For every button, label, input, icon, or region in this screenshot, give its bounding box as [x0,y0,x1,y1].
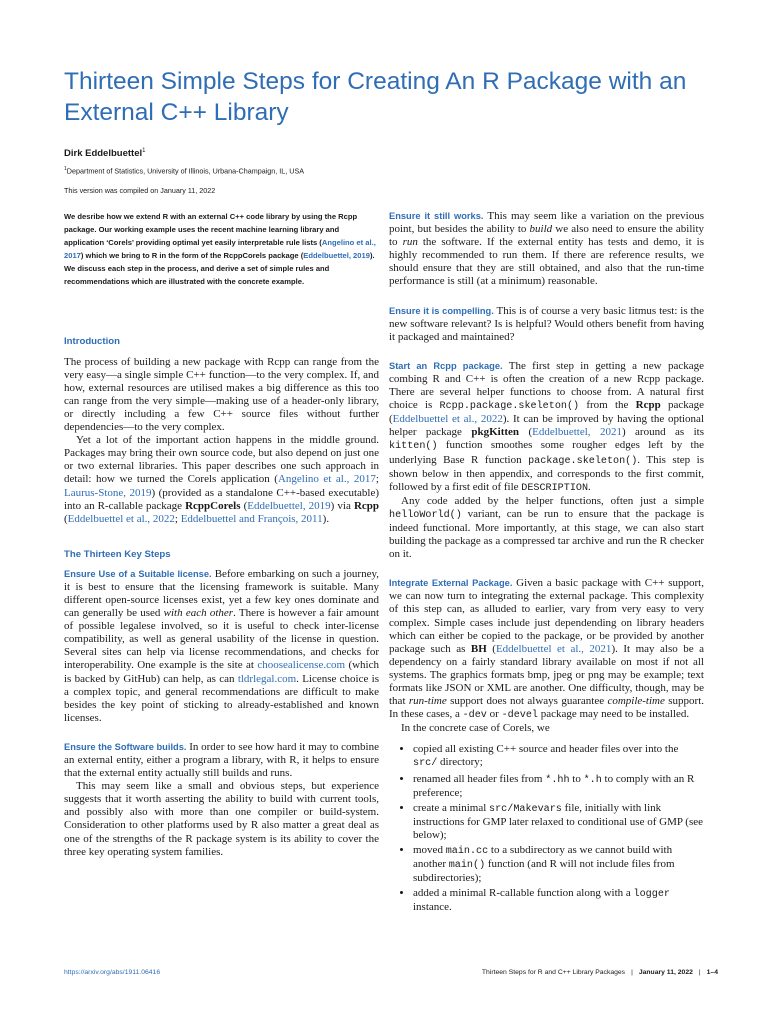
list-item: • copied all existing C++ source and header files over into the src/ directory; [413,743,704,770]
abstract-ref-eddelbuettel[interactable]: Eddelbuettel, 2019 [303,251,370,261]
list-item: • added a minimal R-callable function along with a logger instance. [413,887,704,914]
compiled-date: This version was compiled on January 11, 2022 [64,186,216,195]
footer-right: Thirteen Steps for R and C++ Library Packages | January 11, 2022 | 1–4 [481,969,718,976]
ref-pkgkitten-2021[interactable]: Eddelbuettel, 2021 [532,426,622,439]
section-heading-introduction: Introduction [64,335,120,347]
arxiv-link[interactable]: https://arxiv.org/abs/1911.06416 [64,969,161,976]
list-item: • create a minimal src/Makevars file, initially with link instructions for GMP later relaxed to conditional use of GMP (see below); [413,802,704,842]
integrate-paragraph: Integrate External Package. Given a basic package with C++ support, we can now turn to integrating the external package. This complexity of this step can, as alluded to earlier, vary from very easy to very complex. Simple cases include just dependending on library headers which can either be copied to the package, or be provided by another package such as BH (Eddelbuettel et al., 2021). It may also be a dependency on a fairly standard library available on most if not all systems. The graphics formats bmp, jpeg or png may be example; text formats like JSON or XML are another. One difficulty, though, may be that run-time support does not always guarantee compile-time support. In these cases, a -dev or -devel package may need to be installed. [389,577,705,722]
corels-steps-list [389,743,704,914]
affil-mark: 1 [64,166,67,172]
list-item: • moved main.cc to a subdirectory as we cannot build with another main() function (and R will not include files from subdirectories); [413,844,704,885]
ref-laurus-stone[interactable]: Laurus-Stone, 2019 [64,486,152,499]
ref-eddelbuettel-2022[interactable]: Eddelbuettel et al., 2022 [67,512,175,525]
works-lead: Ensure it still works. [389,211,484,221]
paper-title: Thirteen Simple Steps for Creating An R Package with an External C++ Library [64,68,687,126]
left-column [64,210,379,859]
license-paragraph: Ensure Use of a Suitable license. Before embarking on such a journey, it is best to ensure that the licensing framework is suitable. Many different open-source licenses exist, yet a few key ones dominate and can generally be used with each other. There is however a fair amount of possible legalese involved, so it is useful to check inter-license compatibility, as well as general usability of the license in question. Several sites can help via license recommendations, and checks for interoperability. One example is the site at choosealicense.com (which is backed by GitHub) can help, as can tldrlegal.com. License choice is a complex topic, and general recommendations are difficult to make besides the key point of sticking to already-established and known licenses. [64,567,380,724]
page-range: 1–4 [706,969,718,976]
link-choosealicense[interactable]: choosealicense.com [257,659,346,672]
compelling-paragraph: Ensure it is compelling. This is of course a very basic litmus test: is the new software relevant? Is is helpful? Would others benefit from having it packaged and maintained? [389,304,704,343]
page-footer [64,969,718,981]
rcpp-lead: Start an Rcpp package. [389,360,503,371]
build-paragraph: Ensure the Software builds. In order to see how hard it may to combine an external entity, either a program a library, with R, it helps to ensure that the external entity actually still builds and runs. [64,740,379,780]
author-mark: 1 [142,148,146,154]
link-tldrlegal[interactable]: tldrlegal.com [237,672,297,685]
section-heading-key-steps: The Thirteen Key Steps [64,548,171,560]
license-lead: Ensure Use of a Suitable license. [64,568,212,579]
ref-rcpp-eddelbuettel-2022[interactable]: Eddelbuettel et al., 2022 [392,413,503,426]
build-lead: Ensure the Software builds. [64,741,187,752]
affiliation: $^1$Department of Statistics, University of Illinois, Urbana-Champaign, IL, USA [64,166,305,176]
right-column [389,210,704,917]
footer-date: January 11, 2022 [638,969,693,976]
integrate-paragraph-2: In the concrete case of Corels, we [401,722,550,735]
ref-eddelbuettel-francois[interactable]: Eddelbuettel and François, 2011 [180,512,323,525]
abstract: We desribe how we extend R with an external C++ code library by using the Rcpp package. Our working example uses the recent machine learning library and application ‘Corels’ providing optimal yet easily interpretable rule lists (Angelino et al., 2017) which we bring to R in the form of the RcppCorels package (Eddelbuettel, 2019). We discuss each step in the process, and derive a set of simple rules and recommendations which are illustrated with the concrete example. [64,212,376,287]
intro-paragraph-1: The process of building a new package with Rcpp can range from the very easy—a single simple C++ function—to the very complex. If, and how, external resources are utilised makes a big difference as this too can range from the very simple—making use of a header-only library, or directly including a few C++ source files without further dependencies—to the very complex. [64,355,379,434]
running-title: Thirteen Steps for R and C++ Library Packages [481,969,626,976]
compelling-lead: Ensure it is compelling. [389,305,494,316]
ref-eddelbuettel-2019[interactable]: Eddelbuettel, 2019 [247,499,331,512]
rcpp-paragraph: Start an Rcpp package. The first step in getting a new package combing R and C++ is often the creation of a new Rcpp package. There are several helper functions to choose from. A natural first choice is Rcpp.package.skeleton() from the Rcpp package (Eddelbuettel et al., 2022). It can be improved by having the optional helper package pkgKitten (Eddelbuettel, 2021) around as its kitten() function smoothes some rougher edges left by the underlying Base R function package.skeleton(). This step is shown below in then appendix, and corresponds to the first commit, followed by a first edit of file DESCRIPTION. [389,359,705,494]
intro-paragraph-2: Yet a lot of the important action happens in the middle ground. Packages may bring their own source code, but also depend on just one or two external libraries. This paper describes one such approach in detail: how we turned the Corels application (Angelino et al., 2017; Laurus-Stone, 2019) (provided as a standalone C++-based executable) into an R-callable package RcppCorels (Eddelbuettel, 2019) via Rcpp (Eddelbuettel et al., 2022; Eddelbuettel and François, 2011). [64,434,380,525]
ref-angelino[interactable]: Angelino et al., 2017 [277,473,376,486]
integrate-lead: Integrate External Package. [389,578,513,589]
rcpp-paragraph-2: Any code added by the helper functions, often just a simple helloWorld() variant, can be run to ensure that the package is indeed functional. More importantly, at this stage, we can also start building the package as a compressed tar archive and run the R checker on it. [389,494,704,561]
build-paragraph-2: This may seem like a small and obvious steps, but experience suggests that it worth asserting the ability to build with current tools, and possibly also with more than one compiler or build-system. Consideration to other platforms used by R also matter a great deal as one of the strengths of the R package system is its ability to cover the three key operating system families. [64,780,379,858]
author-name: Dirk Eddelbuettel$^1$ [64,148,146,160]
list-item: • renamed all header files from *.hh to *.h to comply with an R preference; [413,773,704,800]
abstract-ref-angelino[interactable]: Angelino et al., 2017 [64,238,376,261]
works-paragraph: Ensure it still works. This may seem like a variation on the previous point, but besides the ability to build we also need to ensure the ability to run the software. If the external entity has tests and demo, it is highly recommended to run them. If there are reference results, we should ensure that they are still obtained, and also that the run-time performance is still (at a minimum) reasonable. [389,210,704,288]
ref-bh-2021[interactable]: Eddelbuettel et al., 2021 [495,642,612,655]
